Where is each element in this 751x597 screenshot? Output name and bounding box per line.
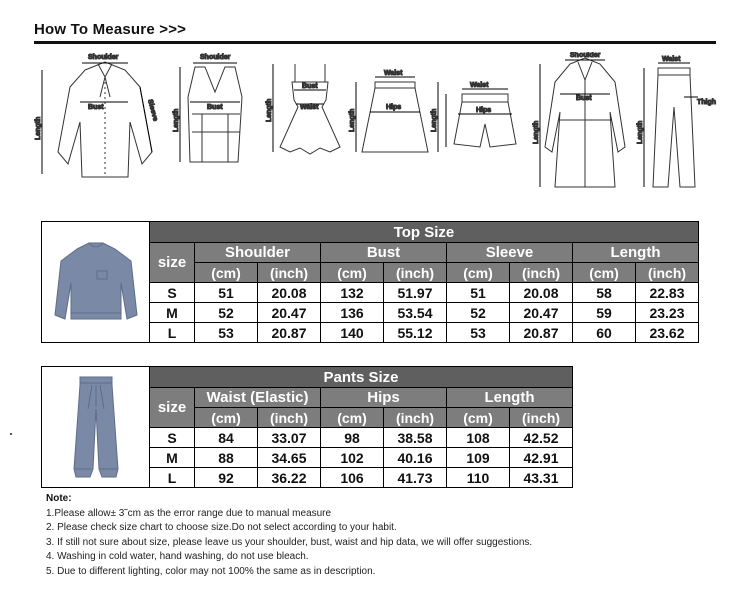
table-cell: 22.83 [636, 283, 699, 303]
trousers-sketch [637, 56, 716, 187]
pants-photo [42, 367, 150, 488]
pants-size-table [41, 366, 573, 488]
thigh-label-7: Thigh [697, 99, 717, 106]
table-cell: 51.97 [384, 283, 447, 303]
shorts-sketch [446, 82, 516, 147]
table-cell: 53.54 [384, 303, 447, 323]
table-cell: 23.62 [636, 323, 699, 343]
length-label-3: Length [266, 98, 273, 122]
measurement-diagrams [30, 52, 720, 197]
waist-label-7: Waist [662, 56, 681, 63]
table-cell: 52 [195, 303, 258, 323]
length-label-4b: Length [431, 108, 438, 132]
dress-sketch [266, 64, 340, 154]
table-cell: 38.58 [384, 428, 447, 448]
unit-header: (cm) [321, 408, 384, 428]
table-cell: 136 [321, 303, 384, 323]
group-header: Sleeve [447, 243, 573, 263]
table-cell: 132 [321, 283, 384, 303]
table-cell: 20.47 [510, 303, 573, 323]
waist-label-4: Waist [384, 70, 403, 77]
page-title: How To Measure >>> [34, 21, 187, 38]
shoulder-label: Shoulder [88, 54, 119, 61]
table-cell: 110 [447, 468, 510, 488]
title-underline [34, 41, 716, 44]
unit-header: (inch) [510, 408, 573, 428]
table-cell: 43.31 [510, 468, 573, 488]
table-cell: 108 [447, 428, 510, 448]
table-cell: L [150, 323, 195, 343]
waist-label-3: Waist [300, 104, 319, 111]
note-item: 1.Please allow± 3˜cm as the error range due to manual measure [46, 507, 332, 519]
table-cell: 36.22 [258, 468, 321, 488]
table-cell: 106 [321, 468, 384, 488]
hips-label-5: Hips [476, 107, 492, 114]
bust-label-6: Bust [576, 95, 592, 102]
note-item: 3. If still not sure about size, please leave us your shoulder, bust, waist and hip data, we will offer suggestions. [46, 536, 533, 548]
unit-header: (cm) [195, 263, 258, 283]
hips-label-4: Hips [386, 104, 402, 111]
unit-header: (cm) [447, 263, 510, 283]
table-cell: 55.12 [384, 323, 447, 343]
unit-header: (cm) [573, 263, 636, 283]
table-cell: 20.08 [510, 283, 573, 303]
table-cell: 51 [447, 283, 510, 303]
table-cell: 109 [447, 448, 510, 468]
size-header: size [150, 243, 195, 283]
unit-header: (inch) [384, 408, 447, 428]
tank-sketch [173, 54, 242, 162]
bust-label-2: Bust [207, 104, 223, 111]
note-item: 5. Due to different lighting, color may not 100% the same as in description. [46, 565, 376, 577]
table-cell: 42.52 [510, 428, 573, 448]
top-size-table [41, 221, 699, 343]
table-cell: 41.73 [384, 468, 447, 488]
unit-header: (cm) [195, 408, 258, 428]
table-cell: 20.47 [258, 303, 321, 323]
size-header: size [150, 388, 195, 428]
group-header: Length [573, 243, 699, 263]
table-cell: 58 [573, 283, 636, 303]
shoulder-label-6: Shoulder [570, 52, 601, 59]
group-header: Waist (Elastic) [195, 388, 321, 408]
table-cell: 52 [447, 303, 510, 323]
table-cell: 33.07 [258, 428, 321, 448]
notes-section [46, 492, 532, 580]
top-table-title: Top Size [150, 222, 699, 243]
table-cell: 59 [573, 303, 636, 323]
length-label-4: Length [349, 108, 356, 132]
table-cell: 88 [195, 448, 258, 468]
shoulder-label-2: Shoulder [200, 54, 231, 61]
table-cell: M [150, 448, 195, 468]
unit-header: (cm) [321, 263, 384, 283]
note-item: 4. Washing in cold water, hand washing, do not use bleach. [46, 551, 309, 563]
coat-sketch [533, 52, 625, 187]
skirt-sketch [349, 70, 438, 152]
table-cell: 23.23 [636, 303, 699, 323]
notes-title: Note: [46, 493, 72, 504]
bust-label: Bust [88, 104, 104, 111]
table-cell: S [150, 428, 195, 448]
table-cell: 92 [195, 468, 258, 488]
group-header: Bust [321, 243, 447, 263]
table-cell: 60 [573, 323, 636, 343]
stray-dot [10, 433, 12, 435]
length-label-7: Length [637, 120, 644, 144]
table-cell: 140 [321, 323, 384, 343]
table-cell: S [150, 283, 195, 303]
table-cell: 53 [447, 323, 510, 343]
unit-header: (inch) [510, 263, 573, 283]
waist-label-5: Waist [470, 82, 489, 89]
table-cell: 20.08 [258, 283, 321, 303]
unit-header: (cm) [447, 408, 510, 428]
table-cell: 20.87 [510, 323, 573, 343]
group-header: Hips [321, 388, 447, 408]
note-item: 2. Please check size chart to choose size.Do not select according to your habit. [46, 522, 397, 534]
table-cell: 20.87 [258, 323, 321, 343]
table-cell: L [150, 468, 195, 488]
table-cell: 102 [321, 448, 384, 468]
group-header: Shoulder [195, 243, 321, 263]
sweater-photo [42, 222, 150, 343]
unit-header: (inch) [258, 263, 321, 283]
pants-table-title: Pants Size [150, 367, 573, 388]
table-cell: 42.91 [510, 448, 573, 468]
blouse-sketch [35, 54, 159, 177]
group-header: Length [447, 388, 573, 408]
bust-label-3: Bust [302, 83, 318, 90]
table-cell: 53 [195, 323, 258, 343]
unit-header: (inch) [384, 263, 447, 283]
table-cell: 51 [195, 283, 258, 303]
table-cell: 34.65 [258, 448, 321, 468]
table-cell: M [150, 303, 195, 323]
unit-header: (inch) [258, 408, 321, 428]
table-cell: 40.16 [384, 448, 447, 468]
table-cell: 98 [321, 428, 384, 448]
unit-header: (inch) [636, 263, 699, 283]
sleeve-label: Sleeve [146, 98, 159, 122]
length-label-2: Length [173, 108, 180, 132]
length-label-6: Length [533, 120, 540, 144]
table-cell: 84 [195, 428, 258, 448]
length-label: Length [35, 116, 42, 140]
